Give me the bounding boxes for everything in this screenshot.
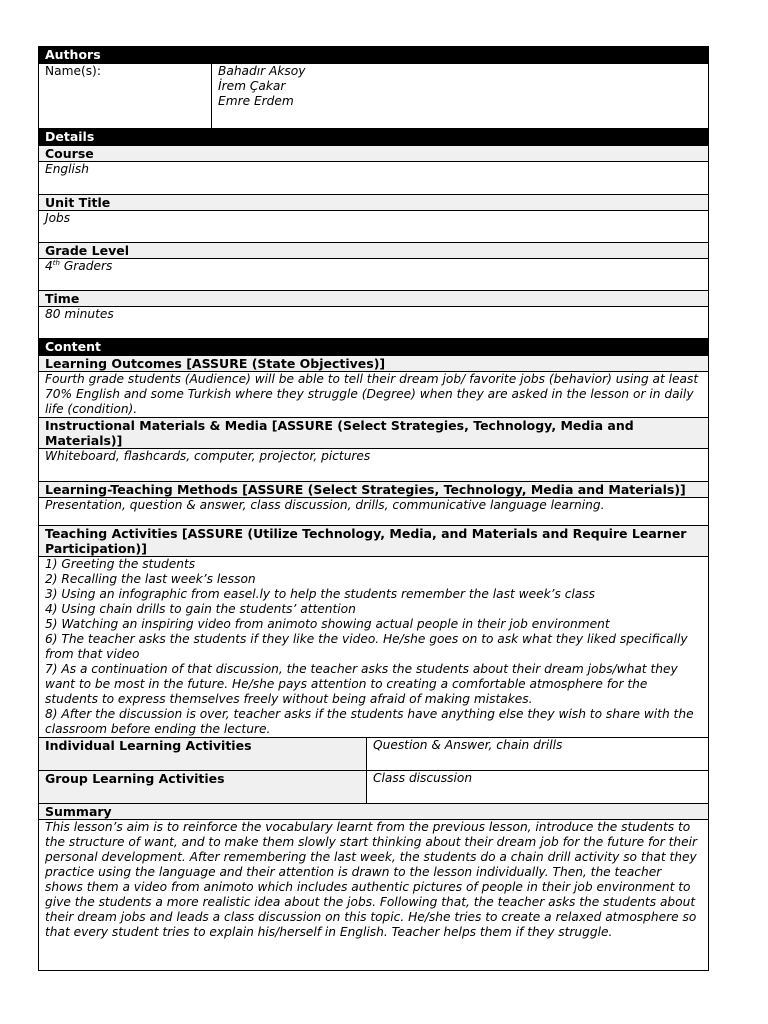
activity-item: 2) Recalling the last week’s lesson — [45, 572, 256, 586]
activity-item: 3) Using an infographic from easel.ly to help the students remember the last week’s class — [45, 587, 595, 601]
content-header: Content — [39, 339, 709, 356]
grade-number: 4 — [45, 259, 53, 273]
grade-suffix: th — [52, 258, 60, 267]
author-names — [212, 64, 709, 129]
activity-item: 6) The teacher asks the students if they like the video. He/she goes on to ask what they liked specifically from that video — [45, 632, 688, 661]
activity-item: 8) After the discussion is over, teacher asks if the students have anything else they wish to share with the classroom before ending the lecture. — [45, 707, 694, 736]
activity-item: 4) Using chain drills to gain the students’ attention — [45, 602, 356, 616]
time-label: Time — [39, 291, 709, 307]
course-label: Course — [39, 146, 709, 162]
unit-title-label: Unit Title — [39, 195, 709, 211]
time-value: 80 minutes — [39, 307, 709, 339]
materials-value: Whiteboard, flashcards, computer, projector, pictures — [39, 449, 709, 482]
individual-activities-value: Question & Answer, chain drills — [367, 738, 709, 771]
grade-level-value — [39, 259, 709, 291]
lesson-plan-document — [38, 46, 708, 971]
learning-outcomes-label: Learning Outcomes [ASSURE (State Objectives)] — [39, 356, 709, 372]
authors-header: Authors — [39, 47, 709, 64]
summary-value: This lesson’s aim is to reinforce the vocabulary learnt from the previous lesson, introduce the students to the structure of want, and to make them slowly start thinking about their dream job for the future for their personal development. After remembering the last week, the students do a chain drill activity so that they practice using the language and their attention is drawn to the lesson individually. Then, the teacher shows them a video from animoto which includes authentic pictures of people in their job environment to give the students a more realistic idea about the jobs. Following that, the teacher asks the students about their dream jobs and leads a class discussion on this topic. He/she tries to create a relaxed atmosphere so that every student tries to explain his/herself in English. Teacher helps them if they struggle. — [39, 820, 709, 971]
grade-level-label: Grade Level — [39, 243, 709, 259]
author-name: Bahadır Aksoy — [218, 64, 306, 78]
teaching-activities-list — [39, 557, 709, 738]
course-value: English — [39, 162, 709, 195]
group-activities-label: Group Learning Activities — [39, 771, 367, 804]
summary-label: Summary — [39, 804, 709, 820]
learning-outcomes-value: Fourth grade students (Audience) will be able to tell their dream job/ favorite jobs (behavior) using at least 70% English and some Turkish where they struggle (Degree) when they are asked in the lesson or in daily life (condition). — [39, 372, 709, 418]
individual-activities-label: Individual Learning Activities — [39, 738, 367, 771]
author-name: Emre Erdem — [218, 94, 294, 108]
teaching-activities-label: Teaching Activities [ASSURE (Utilize Technology, Media, and Materials and Require Learner Participation)] — [39, 526, 709, 557]
methods-label: Learning-Teaching Methods [ASSURE (Select Strategies, Technology, Media and Materials)] — [39, 482, 709, 498]
group-activities-value: Class discussion — [367, 771, 709, 804]
author-name: İrem Çakar — [218, 79, 286, 93]
methods-value: Presentation, question & answer, class discussion, drills, communicative language learning. — [39, 498, 709, 526]
lesson-plan-table — [38, 46, 709, 971]
names-label: Name(s): — [39, 64, 212, 129]
activity-item: 5) Watching an inspiring video from animoto showing actual people in their job environment — [45, 617, 610, 631]
unit-title-value: Jobs — [39, 211, 709, 243]
details-header: Details — [39, 129, 709, 146]
activity-item: 7) As a continuation of that discussion, the teacher asks the students about their dream jobs/what they want to be most in the future. He/she pays attention to creating a comfortable atmosphere for the students to express themselves freely without being afraid of making mistakes. — [45, 662, 678, 706]
grade-text: Graders — [59, 259, 113, 273]
materials-label: Instructional Materials & Media [ASSURE (Select Strategies, Technology, Media and Materials)] — [39, 418, 709, 449]
activity-item: 1) Greeting the students — [45, 557, 196, 571]
